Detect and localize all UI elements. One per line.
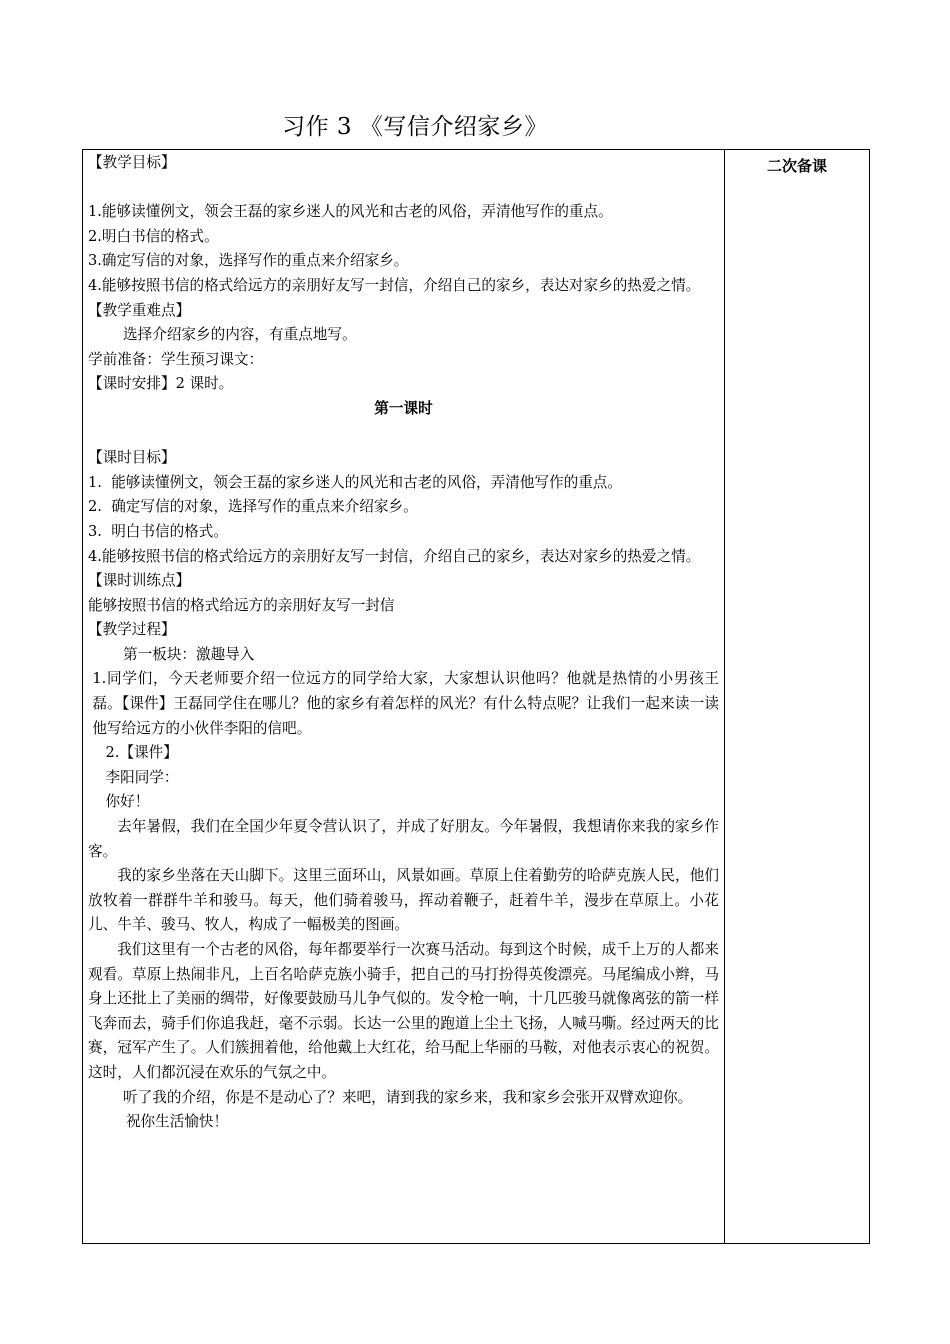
process-heading: 【教学过程】: [88, 621, 176, 639]
side-cell: [725, 150, 870, 1244]
page-title: 习作 3 《写信介绍家乡》: [282, 114, 548, 140]
prep-text: 学前准备：学生预习课文：: [88, 350, 264, 368]
letter-paragraph: 我的家乡坐落在天山脚下。这里三面环山，风景如画。草原上住着勤劳的哈萨克族人民，他们放牧着一群群牛羊和骏马。每天，他们骑着骏马，挥动着鞭子，赶着牛羊，漫步在草原上。小花儿、牛羊、骏马、牧人，构成了一幅极美的图画。: [88, 867, 719, 934]
lesson-goal-item: 2. 确定写信的对象，选择写作的重点来介绍家乡。: [88, 498, 418, 516]
difficulty-text: 选择介绍家乡的内容，有重点地写。: [123, 326, 357, 344]
letter-paragraph: 听了我的介绍，你是不是动心了？来吧，请到我的家乡来，我和家乡会张开双臂欢迎你。: [123, 1088, 693, 1106]
goal-item: 3.确定写信的对象，选择写作的重点来介绍家乡。: [88, 252, 409, 270]
letter-closing: 祝你生活愉快！: [125, 1113, 229, 1131]
goal-item: 4.能够按照书信的格式给远方的亲朋好友写一封信，介绍自己的家乡，表达对家乡的热爱之情。: [88, 276, 701, 294]
lesson-goal-item: 4.能够按照书信的格式给远方的亲朋好友写一封信，介绍自己的家乡，表达对家乡的热爱之情。: [88, 547, 701, 565]
lesson-goal-item: 1. 能够读懂例文，领会王磊的家乡迷人的风光和古老的风俗，弄清他写作的重点。: [88, 473, 622, 491]
lesson-goals-heading: 【课时目标】: [88, 449, 176, 467]
letter-paragraph: 我们这里有一个古老的风俗，每年都要举行一次赛马活动。每到这个时候，成千上万的人都来观看。草原上热闹非凡，上百名哈萨克族小骑手，把自己的马打扮得英俊漂亮。马尾编成小辫，马身上还批上了美丽的绸带，好像要鼓励马儿争气似的。发令枪一响，十几匹骏马就像离弦的箭一样飞奔而去，骑手们你追我赶，毫不示弱。长达一公里的跑道上尘土飞扬，人喊马嘶。经过两天的比赛，冠军产生了。人们簇拥着他，给他戴上大红花，给马配上华丽的马鞍，对他表示衷心的祝贺。这时，人们都沉浸在欢乐的气氛之中。: [88, 941, 719, 1081]
step2-label: 2.【课件】: [105, 744, 178, 762]
letter-salutation: 李阳同学：: [105, 768, 179, 786]
goal-item: 1.能够读懂例文，领会王磊的家乡迷人的风光和古老的风俗，弄清他写作的重点。: [88, 203, 613, 221]
block1-title: 第一板块：激趣导入: [123, 645, 255, 663]
letter-greeting: 你好！: [105, 793, 150, 811]
training-text: 能够按照书信的格式给远方的亲朋好友写一封信: [88, 596, 395, 614]
main-cell: [83, 150, 725, 1244]
lesson-goal-item: 3. 明白书信的格式。: [88, 522, 228, 540]
letter-paragraph: 去年暑假，我们在全国少年夏令营认识了，并成了好朋友。今年暑假，我想请你来我的家乡作客。: [88, 818, 719, 860]
lesson-title: 第一课时: [374, 399, 433, 417]
side-header: 二次备课: [766, 157, 827, 175]
lesson-content: [83, 150, 724, 1135]
step1-text: 1.同学们，今天老师要介绍一位远方的同学给大家，大家想认识他吗？他就是热情的小男孩王磊。【课件】王磊同学住在哪儿？他的家乡有着怎样的风光？有什么特点呢？让我们一起来读一读他写给远方的小伙伴李阳的信吧。: [92, 670, 719, 737]
goal-item: 2.明白书信的格式。: [88, 227, 219, 245]
lesson-plan-table: [82, 149, 870, 1244]
goals-heading: 【教学目标】: [88, 154, 176, 171]
difficulty-heading: 【教学重难点】: [88, 301, 191, 319]
schedule-text: 【课时安排】2 课时。: [88, 375, 234, 393]
training-heading: 【课时训练点】: [88, 572, 191, 590]
